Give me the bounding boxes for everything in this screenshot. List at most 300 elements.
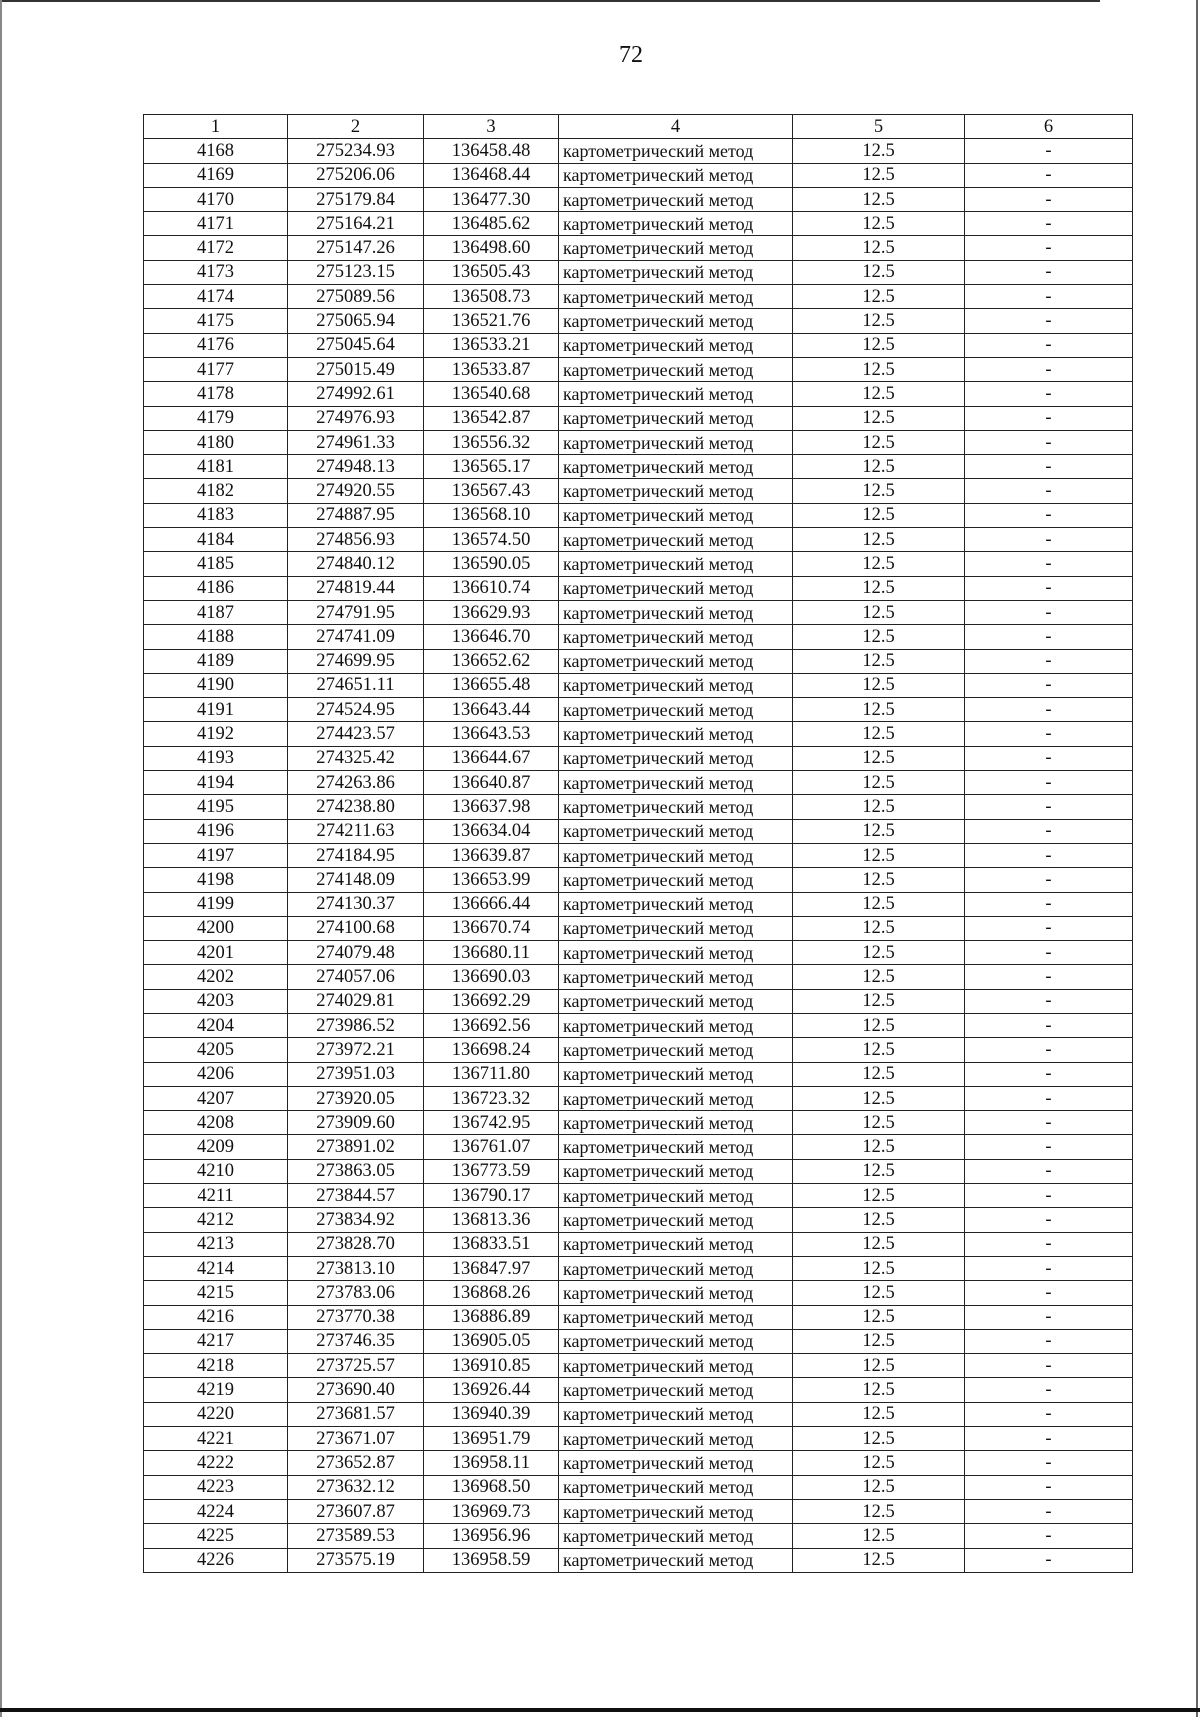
table-row bbox=[144, 1013, 1133, 1037]
note-cell: - bbox=[965, 746, 1133, 770]
accuracy-cell: 12.5 bbox=[793, 1086, 965, 1110]
y-coordinate-cell: 136958.11 bbox=[424, 1451, 559, 1475]
y-coordinate-cell: 136680.11 bbox=[424, 941, 559, 965]
table-row bbox=[144, 503, 1133, 527]
y-coordinate-cell: 136790.17 bbox=[424, 1184, 559, 1208]
note-cell: - bbox=[965, 1524, 1133, 1548]
note-cell: - bbox=[965, 1256, 1133, 1280]
accuracy-cell: 12.5 bbox=[793, 528, 965, 552]
x-coordinate-cell: 274920.55 bbox=[288, 479, 424, 503]
accuracy-cell: 12.5 bbox=[793, 916, 965, 940]
y-coordinate-cell: 136670.74 bbox=[424, 916, 559, 940]
y-coordinate-cell: 136634.04 bbox=[424, 819, 559, 843]
point-number-cell: 4176 bbox=[144, 333, 288, 357]
accuracy-cell: 12.5 bbox=[793, 430, 965, 454]
note-cell: - bbox=[965, 260, 1133, 284]
note-cell: - bbox=[965, 625, 1133, 649]
method-cell: картометрический метод bbox=[559, 1475, 793, 1499]
accuracy-cell: 12.5 bbox=[793, 212, 965, 236]
accuracy-cell: 12.5 bbox=[793, 1038, 965, 1062]
note-cell: - bbox=[965, 309, 1133, 333]
point-number-cell: 4179 bbox=[144, 406, 288, 430]
accuracy-cell: 12.5 bbox=[793, 236, 965, 260]
y-coordinate-cell: 136637.98 bbox=[424, 795, 559, 819]
x-coordinate-cell: 273951.03 bbox=[288, 1062, 424, 1086]
point-number-cell: 4215 bbox=[144, 1281, 288, 1305]
table-row bbox=[144, 892, 1133, 916]
note-cell: - bbox=[965, 892, 1133, 916]
point-number-cell: 4172 bbox=[144, 236, 288, 260]
method-cell: картометрический метод bbox=[559, 406, 793, 430]
note-cell: - bbox=[965, 1232, 1133, 1256]
y-coordinate-cell: 136643.53 bbox=[424, 722, 559, 746]
accuracy-cell: 12.5 bbox=[793, 868, 965, 892]
point-number-cell: 4169 bbox=[144, 163, 288, 187]
note-cell: - bbox=[965, 528, 1133, 552]
note-cell: - bbox=[965, 1086, 1133, 1110]
note-cell: - bbox=[965, 455, 1133, 479]
method-cell: картометрический метод bbox=[559, 916, 793, 940]
table-row bbox=[144, 1499, 1133, 1523]
y-coordinate-cell: 136692.56 bbox=[424, 1013, 559, 1037]
accuracy-cell: 12.5 bbox=[793, 673, 965, 697]
point-number-cell: 4209 bbox=[144, 1135, 288, 1159]
scan-edge-right bbox=[1196, 0, 1198, 1717]
point-number-cell: 4224 bbox=[144, 1499, 288, 1523]
point-number-cell: 4191 bbox=[144, 698, 288, 722]
accuracy-cell: 12.5 bbox=[793, 1184, 965, 1208]
point-number-cell: 4206 bbox=[144, 1062, 288, 1086]
table-row bbox=[144, 965, 1133, 989]
x-coordinate-cell: 273891.02 bbox=[288, 1135, 424, 1159]
x-coordinate-cell: 274238.80 bbox=[288, 795, 424, 819]
x-coordinate-cell: 274741.09 bbox=[288, 625, 424, 649]
method-cell: картометрический метод bbox=[559, 552, 793, 576]
accuracy-cell: 12.5 bbox=[793, 1427, 965, 1451]
note-cell: - bbox=[965, 1038, 1133, 1062]
x-coordinate-cell: 273690.40 bbox=[288, 1378, 424, 1402]
method-cell: картометрический метод bbox=[559, 1111, 793, 1135]
table-row bbox=[144, 1378, 1133, 1402]
note-cell: - bbox=[965, 1111, 1133, 1135]
table-row bbox=[144, 1232, 1133, 1256]
y-coordinate-cell: 136477.30 bbox=[424, 187, 559, 211]
note-cell: - bbox=[965, 1159, 1133, 1183]
y-coordinate-cell: 136565.17 bbox=[424, 455, 559, 479]
note-cell: - bbox=[965, 139, 1133, 163]
accuracy-cell: 12.5 bbox=[793, 1208, 965, 1232]
note-cell: - bbox=[965, 1013, 1133, 1037]
method-cell: картометрический метод bbox=[559, 989, 793, 1013]
note-cell: - bbox=[965, 163, 1133, 187]
method-cell: картометрический метод bbox=[559, 1062, 793, 1086]
x-coordinate-cell: 273575.19 bbox=[288, 1548, 424, 1572]
x-coordinate-cell: 275206.06 bbox=[288, 163, 424, 187]
table-row bbox=[144, 260, 1133, 284]
table-row bbox=[144, 1038, 1133, 1062]
method-cell: картометрический метод bbox=[559, 1354, 793, 1378]
method-cell: картометрический метод bbox=[559, 1038, 793, 1062]
method-cell: картометрический метод bbox=[559, 1329, 793, 1353]
accuracy-cell: 12.5 bbox=[793, 139, 965, 163]
y-coordinate-cell: 136568.10 bbox=[424, 503, 559, 527]
x-coordinate-cell: 273972.21 bbox=[288, 1038, 424, 1062]
x-coordinate-cell: 275147.26 bbox=[288, 236, 424, 260]
y-coordinate-cell: 136652.62 bbox=[424, 649, 559, 673]
note-cell: - bbox=[965, 212, 1133, 236]
method-cell: картометрический метод bbox=[559, 285, 793, 309]
note-cell: - bbox=[965, 1475, 1133, 1499]
accuracy-cell: 12.5 bbox=[793, 1378, 965, 1402]
note-cell: - bbox=[965, 503, 1133, 527]
method-cell: картометрический метод bbox=[559, 722, 793, 746]
accuracy-cell: 12.5 bbox=[793, 1256, 965, 1280]
note-cell: - bbox=[965, 357, 1133, 381]
x-coordinate-cell: 273813.10 bbox=[288, 1256, 424, 1280]
method-cell: картометрический метод bbox=[559, 357, 793, 381]
method-cell: картометрический метод bbox=[559, 698, 793, 722]
x-coordinate-cell: 275164.21 bbox=[288, 212, 424, 236]
table-row bbox=[144, 722, 1133, 746]
x-coordinate-cell: 273828.70 bbox=[288, 1232, 424, 1256]
table-row bbox=[144, 357, 1133, 381]
table-row bbox=[144, 333, 1133, 357]
note-cell: - bbox=[965, 1062, 1133, 1086]
table-row bbox=[144, 382, 1133, 406]
table-body bbox=[144, 139, 1133, 1573]
note-cell: - bbox=[965, 1184, 1133, 1208]
table-row bbox=[144, 1402, 1133, 1426]
note-cell: - bbox=[965, 649, 1133, 673]
x-coordinate-cell: 274887.95 bbox=[288, 503, 424, 527]
y-coordinate-cell: 136458.48 bbox=[424, 139, 559, 163]
point-number-cell: 4168 bbox=[144, 139, 288, 163]
table-row bbox=[144, 1451, 1133, 1475]
note-cell: - bbox=[965, 187, 1133, 211]
x-coordinate-cell: 274976.93 bbox=[288, 406, 424, 430]
x-coordinate-cell: 274840.12 bbox=[288, 552, 424, 576]
scan-edge-top bbox=[0, 0, 1100, 2]
table-row bbox=[144, 1354, 1133, 1378]
scan-edge-bottom bbox=[0, 1708, 1200, 1712]
point-number-cell: 4200 bbox=[144, 916, 288, 940]
table-row bbox=[144, 795, 1133, 819]
method-cell: картометрический метод bbox=[559, 163, 793, 187]
point-number-cell: 4207 bbox=[144, 1086, 288, 1110]
table-row bbox=[144, 673, 1133, 697]
note-cell: - bbox=[965, 1354, 1133, 1378]
x-coordinate-cell: 273671.07 bbox=[288, 1427, 424, 1451]
accuracy-cell: 12.5 bbox=[793, 600, 965, 624]
accuracy-cell: 12.5 bbox=[793, 285, 965, 309]
method-cell: картометрический метод bbox=[559, 1305, 793, 1329]
table-row bbox=[144, 1111, 1133, 1135]
method-cell: картометрический метод bbox=[559, 746, 793, 770]
column-header: 4 bbox=[559, 115, 793, 139]
point-number-cell: 4170 bbox=[144, 187, 288, 211]
coordinates-table bbox=[143, 114, 1133, 1573]
point-number-cell: 4189 bbox=[144, 649, 288, 673]
page-number: 72 bbox=[619, 42, 643, 68]
point-number-cell: 4212 bbox=[144, 1208, 288, 1232]
y-coordinate-cell: 136847.97 bbox=[424, 1256, 559, 1280]
x-coordinate-cell: 273632.12 bbox=[288, 1475, 424, 1499]
table-row bbox=[144, 819, 1133, 843]
note-cell: - bbox=[965, 916, 1133, 940]
y-coordinate-cell: 136639.87 bbox=[424, 843, 559, 867]
method-cell: картометрический метод bbox=[559, 309, 793, 333]
y-coordinate-cell: 136926.44 bbox=[424, 1378, 559, 1402]
y-coordinate-cell: 136666.44 bbox=[424, 892, 559, 916]
note-cell: - bbox=[965, 1208, 1133, 1232]
note-cell: - bbox=[965, 819, 1133, 843]
point-number-cell: 4185 bbox=[144, 552, 288, 576]
accuracy-cell: 12.5 bbox=[793, 892, 965, 916]
note-cell: - bbox=[965, 1305, 1133, 1329]
x-coordinate-cell: 273589.53 bbox=[288, 1524, 424, 1548]
note-cell: - bbox=[965, 1451, 1133, 1475]
x-coordinate-cell: 274524.95 bbox=[288, 698, 424, 722]
point-number-cell: 4177 bbox=[144, 357, 288, 381]
point-number-cell: 4180 bbox=[144, 430, 288, 454]
point-number-cell: 4174 bbox=[144, 285, 288, 309]
note-cell: - bbox=[965, 600, 1133, 624]
note-cell: - bbox=[965, 479, 1133, 503]
x-coordinate-cell: 274211.63 bbox=[288, 819, 424, 843]
method-cell: картометрический метод bbox=[559, 212, 793, 236]
method-cell: картометрический метод bbox=[559, 868, 793, 892]
note-cell: - bbox=[965, 406, 1133, 430]
x-coordinate-cell: 274791.95 bbox=[288, 600, 424, 624]
y-coordinate-cell: 136723.32 bbox=[424, 1086, 559, 1110]
note-cell: - bbox=[965, 430, 1133, 454]
y-coordinate-cell: 136610.74 bbox=[424, 576, 559, 600]
point-number-cell: 4171 bbox=[144, 212, 288, 236]
accuracy-cell: 12.5 bbox=[793, 1524, 965, 1548]
method-cell: картометрический метод bbox=[559, 625, 793, 649]
table-row bbox=[144, 1548, 1133, 1572]
y-coordinate-cell: 136521.76 bbox=[424, 309, 559, 333]
accuracy-cell: 12.5 bbox=[793, 382, 965, 406]
note-cell: - bbox=[965, 698, 1133, 722]
x-coordinate-cell: 274423.57 bbox=[288, 722, 424, 746]
accuracy-cell: 12.5 bbox=[793, 479, 965, 503]
y-coordinate-cell: 136833.51 bbox=[424, 1232, 559, 1256]
point-number-cell: 4213 bbox=[144, 1232, 288, 1256]
method-cell: картометрический метод bbox=[559, 1402, 793, 1426]
method-cell: картометрический метод bbox=[559, 430, 793, 454]
point-number-cell: 4219 bbox=[144, 1378, 288, 1402]
method-cell: картометрический метод bbox=[559, 1184, 793, 1208]
x-coordinate-cell: 273834.92 bbox=[288, 1208, 424, 1232]
y-coordinate-cell: 136868.26 bbox=[424, 1281, 559, 1305]
accuracy-cell: 12.5 bbox=[793, 1305, 965, 1329]
y-coordinate-cell: 136958.59 bbox=[424, 1548, 559, 1572]
table-row bbox=[144, 746, 1133, 770]
accuracy-cell: 12.5 bbox=[793, 260, 965, 284]
y-coordinate-cell: 136773.59 bbox=[424, 1159, 559, 1183]
y-coordinate-cell: 136640.87 bbox=[424, 771, 559, 795]
note-cell: - bbox=[965, 333, 1133, 357]
method-cell: картометрический метод bbox=[559, 333, 793, 357]
table-row bbox=[144, 868, 1133, 892]
accuracy-cell: 12.5 bbox=[793, 722, 965, 746]
accuracy-cell: 12.5 bbox=[793, 771, 965, 795]
point-number-cell: 4222 bbox=[144, 1451, 288, 1475]
table-row bbox=[144, 1062, 1133, 1086]
point-number-cell: 4211 bbox=[144, 1184, 288, 1208]
table-row bbox=[144, 212, 1133, 236]
x-coordinate-cell: 274184.95 bbox=[288, 843, 424, 867]
method-cell: картометрический метод bbox=[559, 479, 793, 503]
scan-edge-left bbox=[0, 0, 2, 1717]
y-coordinate-cell: 136910.85 bbox=[424, 1354, 559, 1378]
x-coordinate-cell: 275123.15 bbox=[288, 260, 424, 284]
point-number-cell: 4199 bbox=[144, 892, 288, 916]
method-cell: картометрический метод bbox=[559, 1378, 793, 1402]
x-coordinate-cell: 274948.13 bbox=[288, 455, 424, 479]
table-row bbox=[144, 285, 1133, 309]
method-cell: картометрический метод bbox=[559, 1548, 793, 1572]
note-cell: - bbox=[965, 965, 1133, 989]
table-row bbox=[144, 479, 1133, 503]
method-cell: картометрический метод bbox=[559, 819, 793, 843]
note-cell: - bbox=[965, 1378, 1133, 1402]
accuracy-cell: 12.5 bbox=[793, 965, 965, 989]
y-coordinate-cell: 136646.70 bbox=[424, 625, 559, 649]
y-coordinate-cell: 136761.07 bbox=[424, 1135, 559, 1159]
method-cell: картометрический метод bbox=[559, 236, 793, 260]
point-number-cell: 4226 bbox=[144, 1548, 288, 1572]
method-cell: картометрический метод bbox=[559, 260, 793, 284]
table-row bbox=[144, 576, 1133, 600]
x-coordinate-cell: 273783.06 bbox=[288, 1281, 424, 1305]
accuracy-cell: 12.5 bbox=[793, 1548, 965, 1572]
table-row bbox=[144, 989, 1133, 1013]
table-row bbox=[144, 1281, 1133, 1305]
y-coordinate-cell: 136533.21 bbox=[424, 333, 559, 357]
method-cell: картометрический метод bbox=[559, 1256, 793, 1280]
column-header: 6 bbox=[965, 115, 1133, 139]
table-row bbox=[144, 600, 1133, 624]
accuracy-cell: 12.5 bbox=[793, 1329, 965, 1353]
method-cell: картометрический метод bbox=[559, 528, 793, 552]
point-number-cell: 4188 bbox=[144, 625, 288, 649]
x-coordinate-cell: 275045.64 bbox=[288, 333, 424, 357]
point-number-cell: 4190 bbox=[144, 673, 288, 697]
method-cell: картометрический метод bbox=[559, 771, 793, 795]
table-row bbox=[144, 528, 1133, 552]
y-coordinate-cell: 136692.29 bbox=[424, 989, 559, 1013]
y-coordinate-cell: 136590.05 bbox=[424, 552, 559, 576]
point-number-cell: 4173 bbox=[144, 260, 288, 284]
x-coordinate-cell: 274961.33 bbox=[288, 430, 424, 454]
x-coordinate-cell: 273986.52 bbox=[288, 1013, 424, 1037]
y-coordinate-cell: 136540.68 bbox=[424, 382, 559, 406]
table-row bbox=[144, 1208, 1133, 1232]
point-number-cell: 4175 bbox=[144, 309, 288, 333]
point-number-cell: 4182 bbox=[144, 479, 288, 503]
table-row bbox=[144, 1159, 1133, 1183]
accuracy-cell: 12.5 bbox=[793, 1232, 965, 1256]
note-cell: - bbox=[965, 1427, 1133, 1451]
y-coordinate-cell: 136886.89 bbox=[424, 1305, 559, 1329]
point-number-cell: 4203 bbox=[144, 989, 288, 1013]
y-coordinate-cell: 136644.67 bbox=[424, 746, 559, 770]
column-header: 1 bbox=[144, 115, 288, 139]
accuracy-cell: 12.5 bbox=[793, 625, 965, 649]
y-coordinate-cell: 136711.80 bbox=[424, 1062, 559, 1086]
method-cell: картометрический метод bbox=[559, 843, 793, 867]
accuracy-cell: 12.5 bbox=[793, 1013, 965, 1037]
accuracy-cell: 12.5 bbox=[793, 1402, 965, 1426]
x-coordinate-cell: 275065.94 bbox=[288, 309, 424, 333]
point-number-cell: 4202 bbox=[144, 965, 288, 989]
table-row bbox=[144, 941, 1133, 965]
point-number-cell: 4218 bbox=[144, 1354, 288, 1378]
table-row bbox=[144, 1329, 1133, 1353]
accuracy-cell: 12.5 bbox=[793, 309, 965, 333]
accuracy-cell: 12.5 bbox=[793, 1062, 965, 1086]
method-cell: картометрический метод bbox=[559, 1013, 793, 1037]
note-cell: - bbox=[965, 1402, 1133, 1426]
x-coordinate-cell: 274856.93 bbox=[288, 528, 424, 552]
point-number-cell: 4195 bbox=[144, 795, 288, 819]
note-cell: - bbox=[965, 1135, 1133, 1159]
x-coordinate-cell: 274992.61 bbox=[288, 382, 424, 406]
y-coordinate-cell: 136813.36 bbox=[424, 1208, 559, 1232]
method-cell: картометрический метод bbox=[559, 673, 793, 697]
accuracy-cell: 12.5 bbox=[793, 843, 965, 867]
note-cell: - bbox=[965, 941, 1133, 965]
point-number-cell: 4186 bbox=[144, 576, 288, 600]
table-row bbox=[144, 187, 1133, 211]
accuracy-cell: 12.5 bbox=[793, 698, 965, 722]
x-coordinate-cell: 274057.06 bbox=[288, 965, 424, 989]
accuracy-cell: 12.5 bbox=[793, 503, 965, 527]
x-coordinate-cell: 274699.95 bbox=[288, 649, 424, 673]
point-number-cell: 4214 bbox=[144, 1256, 288, 1280]
method-cell: картометрический метод bbox=[559, 795, 793, 819]
accuracy-cell: 12.5 bbox=[793, 163, 965, 187]
point-number-cell: 4223 bbox=[144, 1475, 288, 1499]
table-row bbox=[144, 771, 1133, 795]
point-number-cell: 4197 bbox=[144, 843, 288, 867]
x-coordinate-cell: 274100.68 bbox=[288, 916, 424, 940]
note-cell: - bbox=[965, 382, 1133, 406]
method-cell: картометрический метод bbox=[559, 139, 793, 163]
x-coordinate-cell: 275234.93 bbox=[288, 139, 424, 163]
point-number-cell: 4221 bbox=[144, 1427, 288, 1451]
x-coordinate-cell: 274819.44 bbox=[288, 576, 424, 600]
x-coordinate-cell: 274263.86 bbox=[288, 771, 424, 795]
accuracy-cell: 12.5 bbox=[793, 455, 965, 479]
point-number-cell: 4198 bbox=[144, 868, 288, 892]
table-row bbox=[144, 843, 1133, 867]
x-coordinate-cell: 274651.11 bbox=[288, 673, 424, 697]
column-header: 5 bbox=[793, 115, 965, 139]
accuracy-cell: 12.5 bbox=[793, 187, 965, 211]
accuracy-cell: 12.5 bbox=[793, 941, 965, 965]
note-cell: - bbox=[965, 722, 1133, 746]
point-number-cell: 4194 bbox=[144, 771, 288, 795]
x-coordinate-cell: 274130.37 bbox=[288, 892, 424, 916]
table-header-row bbox=[144, 115, 1133, 139]
x-coordinate-cell: 274079.48 bbox=[288, 941, 424, 965]
point-number-cell: 4205 bbox=[144, 1038, 288, 1062]
x-coordinate-cell: 273746.35 bbox=[288, 1329, 424, 1353]
note-cell: - bbox=[965, 843, 1133, 867]
